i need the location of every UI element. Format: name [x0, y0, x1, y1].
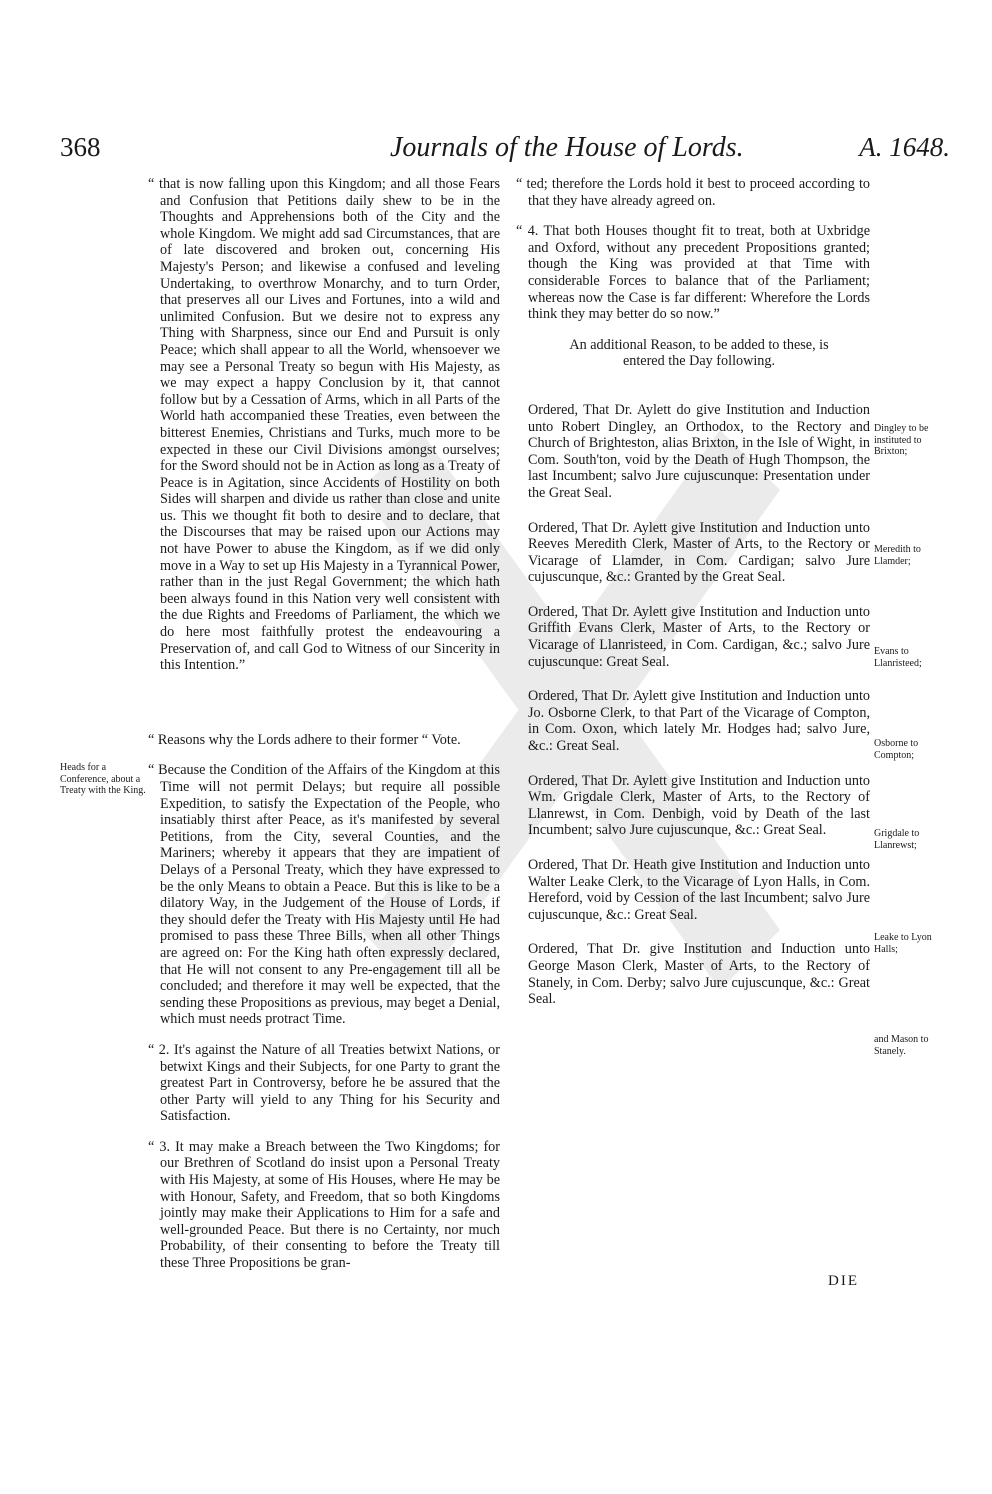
margin-note-leake: Leake to Lyon Halls; — [874, 932, 932, 955]
reasons-continuation: “ ted; therefore the Lords hold it best to proceed according to that they have already agreed on. — [516, 176, 870, 209]
catchword: DIE — [828, 1273, 859, 1289]
additional-reason-note: An additional Reason, to be added to these, is entered the Day following. — [569, 336, 829, 370]
reason-4: “ 4. That both Houses thought fit to treat, both at Uxbridge and Oxford, without any precedent Propositions granted; though the King was provided at that Time with considerable Forces to balance that of the Parliament; whereas now the Case is far different: Wherefore the Lords think they may better do so now.” — [516, 223, 870, 323]
margin-note-grigdale: Grigdale to Llanrewst; — [874, 828, 920, 851]
order-osborne: Ordered, That Dr. Aylett give Institution and Induction unto Jo. Osborne Clerk, to that Part of the Vicarage of Compton, in Com. Oxon, which lately Mr. Hodges had; salvo Jure, &c.: Great Seal. — [528, 688, 870, 755]
running-header — [60, 132, 950, 172]
margin-note-dingley: Dingley to be instituted to Brixton; — [874, 423, 929, 457]
declaration-paragraph: “ that is now falling upon this Kingdom; and all those Fears and Confusion that Petitions daily shew to be in the Thoughts and Apprehensions both of the City and the whole Kingdom. We might add sad Circumstances, that are of late discovered and broken out, concerning His Majesty's Person; and likewise a confused and leveling Undertaking, to overthrow Monarchy, and to turn Order, that preserves all our Lives and Fortunes, into a wild and unlimited Confusion. But we desire not to express any Thing with Sharpness, since our End and Pursuit is only Peace; which shall appear to all the World, whensoever we may see a Personal Treaty so begun with His Majesty, as we may expect a happy Conclusion by it, that cannot follow but by a Cessation of Arms, which in all Parts of the World hath accompanied these Treaties, even between the bitterest Enemies, Christians and Turks, much more to be expected in these our Civil Divisions amongst ourselves; for the Sword should not be in Action as long as a Treaty of Peace is in Agitation, since Accidents of Hostility on both Sides will sharpen and divide us rather than close and unite us. This we thought fit both to desire and to declare, that the Discourses that may be raised upon our Actions may not have Power to abuse the Kingdom, as if we did only move in a Way to set up His Majesty in a Tyrannical Power, rather than in the just Regal Government; the which hath been always found in this Nation very well consistent with the due Rights and Freedoms of Parliament, the which we do here most faithfully protest the endeavouring a Preservation of, and call God to Witness of our Sincerity in this Intention.” — [148, 176, 500, 674]
order-evans: Ordered, That Dr. Aylett give Institution and Induction unto Griffith Evans Clerk, Master of Arts, to the Rectory or Vicarage of Llanristeed, in Com. Cardigan, &c.; salvo Jure cujuscunque: Great Seal. — [528, 603, 870, 670]
page-number: 368 — [60, 132, 101, 162]
left-column — [148, 176, 500, 1272]
margin-note-evans: Evans to Llanristeed; — [874, 646, 922, 669]
margin-note-heads-conference: Heads for a Conference, about a Treaty with the King. — [60, 762, 146, 796]
reason-2: “ 2. It's against the Nature of all Treaties betwixt Nations, or betwixt Kings and their Subjects, for one Party to grant the greatest Part in Controversy, before he be assured that the other Party will yield to any Thing for his Security and Satisfaction. — [148, 1041, 500, 1125]
reasons-heading: “ Reasons why the Lords adhere to their former “ Vote. — [148, 731, 461, 748]
order-dingley: Ordered, That Dr. Aylett do give Institution and Induction unto Robert Dingley, an Orthodox, to the Rectory and Church of Brighteston, alias Brixton, in the Isle of Wight, in Com. South'ton, void by the Death of Hugh Thompson, the last Incumbent; salvo Jure cujuscunque: Presentation under the Great Seal. — [528, 401, 870, 501]
reason-1: “ Because the Condition of the Affairs of the Kingdom at this Time will not permit Delays; but require all possible Expedition, to satisfy the Expectation of the People, who insatiably thirst after Peace, as it's manifested by several Petitions, from the City, several Counties, and the Mariners; whereby it appears that they are impatient of Delays of a Personal Treaty, which they have expressed to be the only Means to obtain a Peace. But this is like to be a dilatory Way, in the Judgement of the House of Lords, if they should defer the Treaty with His Majesty until He had promised to pass these Three Bills, when all other Things are agreed on: For the King hath often expressly declared, that He will not consent to any Pre-engagement till all be concluded; and therefore it may well be expected, that the sending these Propositions as previous, may beget a Denial, which must needs protract Time. — [148, 762, 500, 1028]
order-grigdale: Ordered, That Dr. Aylett give Institution and Induction unto Wm. Grigdale Clerk, Master of Arts, to the Rectory of Llanrewst, in Com. Denbigh, void by Death of the last Incumbent; salvo Jure cujuscunque, &c.: Great Seal. — [528, 772, 870, 839]
right-column — [516, 176, 870, 1008]
reason-3: “ 3. It may make a Breach between the Two Kingdoms; for our Brethren of Scotland do insist upon a Personal Treaty with His Majesty, at some of His Houses, where He may be with Honour, Safety, and Freedom, that so both Kingdoms jointly may make their Applications to Him for a safe and well-grounded Peace. But there is no Certainty, nor much Probability, of their consenting to before the Treaty till these Three Propositions be gran- — [148, 1138, 500, 1272]
margin-note-osborne: Osborne to Compton; — [874, 738, 919, 761]
margin-note-mason: and Mason to Stanely. — [874, 1034, 929, 1057]
year-label: A. 1648. — [859, 132, 950, 162]
order-leake: Ordered, That Dr. Heath give Institution and Induction unto Walter Leake Clerk, to the Vicarage of Lyon Halls, in Com. Hereford, void by Cession of the last Incumbent; salvo Jure cujuscunque, &c.: Great Seal. — [528, 857, 870, 923]
margin-note-meredith: Meredith to Llamder; — [874, 544, 921, 567]
order-mason: Ordered, That Dr. give Institution and Induction unto George Mason Clerk, Master of Arts, to the Rectory of Stanely, in Com. Derby; salvo Jure cujuscunque, &c.: Great Seal. — [528, 941, 870, 1008]
order-meredith: Ordered, That Dr. Aylett give Institution and Induction unto Reeves Meredith Clerk, Master of Arts, to the Rectory or Vicarage of Llamder, in Com. Cardigan; salvo Jure cujuscunque, &c.: Granted by the Great Seal. — [528, 519, 870, 586]
journal-title: Journals of the House of Lords. — [390, 132, 744, 163]
